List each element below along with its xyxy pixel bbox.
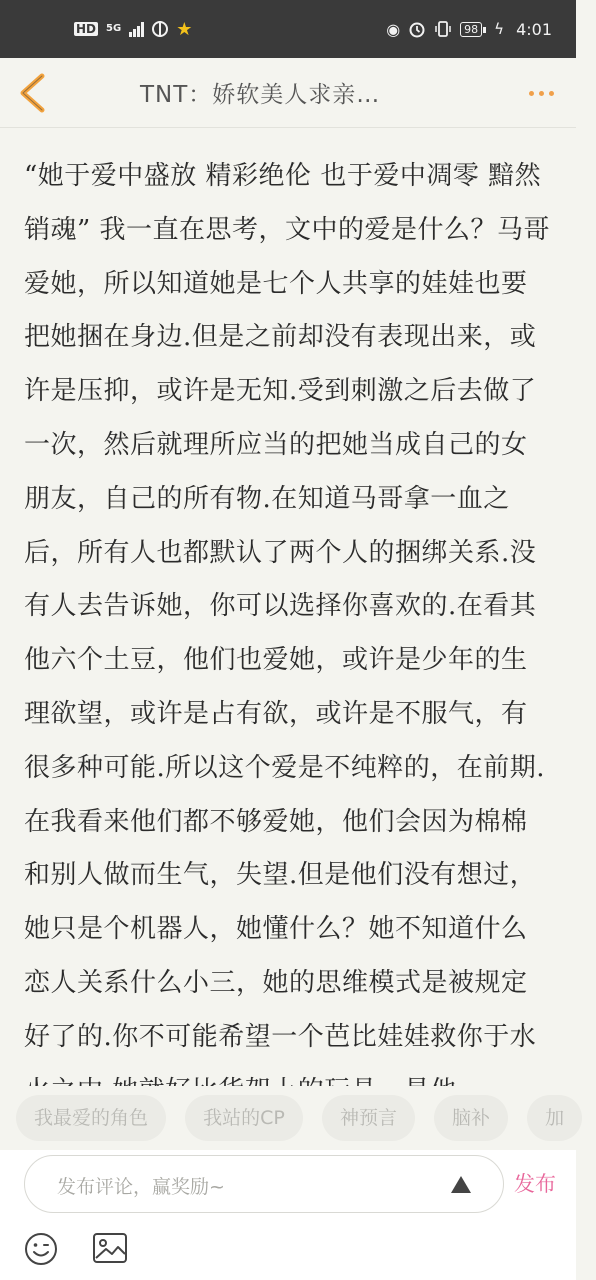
tag-prophecy[interactable]: 神预言 <box>322 1095 415 1141</box>
alarm-icon <box>408 20 426 38</box>
status-bar <box>0 0 576 58</box>
hd-icon: HD <box>76 22 97 36</box>
tag-imagination[interactable]: 脑补 <box>434 1095 508 1141</box>
battery-icon: 98 <box>460 22 482 37</box>
more-dot <box>539 91 544 96</box>
comment-bar <box>0 1150 576 1280</box>
network-type: 5G <box>106 23 122 34</box>
globe-icon <box>152 21 168 37</box>
page-title: TNT：娇软美人求亲… <box>140 82 381 108</box>
comment-placeholder: 发布评论，赢奖励~ <box>57 1176 225 1198</box>
clock: 4:01 <box>516 19 552 39</box>
charging-icon: ϟ <box>494 20 505 38</box>
eye-icon: ◉ <box>386 19 401 39</box>
tag-more[interactable]: 加 <box>527 1095 582 1141</box>
publish-button[interactable]: 发布 <box>514 1172 556 1196</box>
emoji-icon[interactable] <box>24 1232 58 1266</box>
article-body[interactable] <box>24 150 552 1084</box>
status-right <box>386 20 552 39</box>
signal-icon <box>129 21 144 37</box>
tag-favorite-character[interactable]: 我最爱的角色 <box>16 1095 166 1141</box>
status-left <box>74 19 192 40</box>
back-button[interactable] <box>12 70 52 116</box>
vibrate-icon <box>434 20 452 38</box>
tag-my-cp[interactable]: 我站的CP <box>185 1095 303 1141</box>
image-icon[interactable] <box>92 1232 128 1264</box>
triangle-up-icon[interactable] <box>451 1176 471 1193</box>
tags-bar[interactable] <box>0 1086 576 1150</box>
header <box>0 58 576 128</box>
star-icon: ★ <box>176 18 193 40</box>
more-dot <box>549 91 554 96</box>
article-text: “她于爱中盛放 精彩绝伦 也于爱中凋零 黯然销魂” 我一直在思考，文中的爱是什么？马哥爱她，所以知道她是七个人共享的娃娃也要把她捆在身边.但是之前却没有表现出来，或许是压抑，或许是无知.受到刺激之后去做了一次，然后就理所应当的把她当成自己的女朋友，自己的所有物.在知道马哥拿一血之后，所有人也都默认了两个人的捆绑关系.没有人去告诉她，你可以选择你喜欢的.在看其他六个土豆，他们也爱她，或许是少年的生理欲望，或许是占有欲，或许是不服气，有很多种可能.所以这个爱是不纯粹的，在前期.在我看来他们都不够爱她，他们会因为棉棉和别人做而生气，失望.但是他们没有想过，她只是个机器人，她懂什么？她不知道什么恋人关系什么小三，她的思维模式是被规定好了的.你不可能希望一个芭比娃娃救你于水 <box>24 161 551 1052</box>
comment-input[interactable] <box>24 1155 504 1213</box>
more-dots-icon <box>529 91 534 96</box>
chevron-left-icon <box>17 72 47 114</box>
more-button[interactable] <box>524 76 558 110</box>
